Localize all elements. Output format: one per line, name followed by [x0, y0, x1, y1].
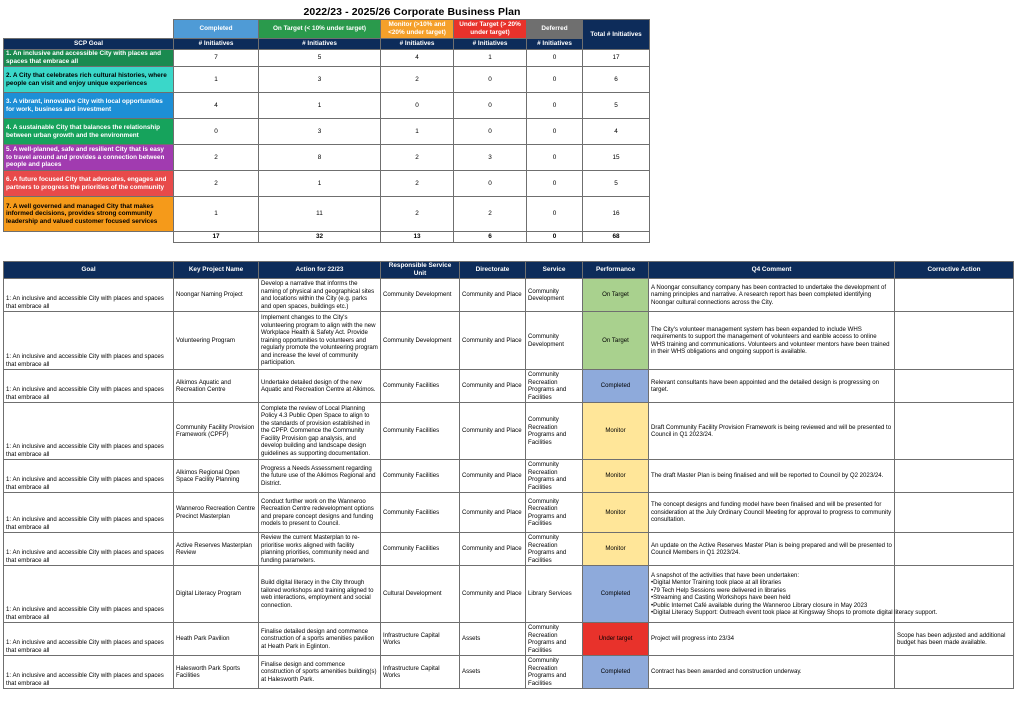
- corrective-cell: [895, 493, 1014, 533]
- unit-cell: Community Facilities: [381, 493, 460, 533]
- action-cell: Build digital literacy in the City through tailored workshops and training aligned to web interactions, employment and social connection.: [259, 566, 381, 623]
- service-cell: Community Recreation Programs and Facilities: [526, 656, 583, 689]
- service-cell: Community Development: [526, 312, 583, 370]
- goal-cell: 1: An inclusive and accessible City with places and spaces that embrace all: [4, 370, 174, 403]
- q4-comment-cell: [649, 566, 938, 623]
- sub-header-row: [4, 39, 650, 50]
- count-cell: 17: [583, 50, 650, 67]
- column-header: Q4 Comment: [649, 262, 895, 279]
- status-header: Completed: [174, 20, 259, 39]
- count-cell: 16: [583, 197, 650, 232]
- unit-cell: Community Facilities: [381, 370, 460, 403]
- scp-goal-cell: 5. A well-planned, safe and resilient City that is easy to travel around and provides a connection between people and places: [4, 145, 174, 171]
- action-cell: Finalise design and commence construction of sports amenities building(s) at Halesworth Park.: [259, 656, 381, 689]
- corrective-cell: [895, 370, 1014, 403]
- unit-cell: Infrastructure Capital Works: [381, 623, 460, 656]
- goal-cell: 1: An inclusive and accessible City with places and spaces that embrace all: [4, 403, 174, 460]
- count-cell: 0: [527, 197, 583, 232]
- table-header-row: [4, 262, 1014, 279]
- directorate-cell: Community and Place: [460, 460, 526, 493]
- directorate-cell: Community and Place: [460, 312, 526, 370]
- goal-cell: 1: An inclusive and accessible City with places and spaces that embrace all: [4, 493, 174, 533]
- goal-header: SCP Goal: [4, 39, 174, 50]
- project-cell: Noongar Naming Project: [174, 279, 259, 312]
- total-cell: 0: [527, 232, 583, 243]
- project-cell: Community Facility Provision Framework (CPFP): [174, 403, 259, 460]
- scp-goal-cell: 3. A vibrant, innovative City with local opportunities for work, business and investment: [4, 93, 174, 119]
- initiatives-table: [3, 261, 1014, 689]
- directorate-cell: Community and Place: [460, 566, 526, 623]
- column-header: Key Project Name: [174, 262, 259, 279]
- q4-comment-cell: [649, 623, 895, 656]
- count-cell: 4: [381, 50, 454, 67]
- scp-goal-cell: 6. A future focused City that advocates, engages and partners to progress the priorities of the community: [4, 171, 174, 197]
- count-cell: 2: [381, 197, 454, 232]
- performance-status: Monitor: [583, 460, 649, 493]
- count-cell: 6: [583, 67, 650, 93]
- unit-cell: Community Development: [381, 312, 460, 370]
- count-cell: 8: [259, 145, 381, 171]
- table-row: [4, 623, 1014, 656]
- count-cell: 0: [527, 119, 583, 145]
- service-cell: Community Recreation Programs and Facilities: [526, 370, 583, 403]
- directorate-cell: Community and Place: [460, 403, 526, 460]
- service-cell: Community Development: [526, 279, 583, 312]
- corrective-cell: [895, 312, 1014, 370]
- count-cell: 1: [174, 67, 259, 93]
- count-cell: 2: [174, 145, 259, 171]
- count-cell: 2: [381, 171, 454, 197]
- goal-cell: 1: An inclusive and accessible City with places and spaces that embrace all: [4, 566, 174, 623]
- count-cell: 0: [527, 50, 583, 67]
- q4-comment-cell: [649, 493, 895, 533]
- q4-comment-cell: [649, 403, 895, 460]
- q4-comment-cell: [649, 656, 895, 689]
- scp-goal-cell: 4. A sustainable City that balances the relationship between urban growth and the environment: [4, 119, 174, 145]
- table-row: [4, 460, 1014, 493]
- table-row: [4, 145, 650, 171]
- table-row: [4, 533, 1014, 566]
- status-header: Under Target (> 20% under target): [454, 20, 527, 39]
- unit-cell: Community Facilities: [381, 460, 460, 493]
- total-cell: 17: [174, 232, 259, 243]
- table-row: [4, 197, 650, 232]
- service-cell: Community Recreation Programs and Facilities: [526, 623, 583, 656]
- comment-line: Relevant consultants have been appointed and the detailed design is progressing on target.: [651, 378, 880, 393]
- initiatives-subheader: # Initiatives: [381, 39, 454, 50]
- count-cell: 0: [381, 93, 454, 119]
- corrective-cell: Scope has been adjusted and additional budget has been made available.: [895, 623, 1014, 656]
- table-row: [4, 566, 1014, 623]
- column-header: Service: [526, 262, 583, 279]
- comment-line: Project will progress into 23/34: [651, 635, 734, 643]
- unit-cell: Community Development: [381, 279, 460, 312]
- table-row: [4, 656, 1014, 689]
- q4-comment-cell: [649, 279, 895, 312]
- initiatives-subheader: # Initiatives: [454, 39, 527, 50]
- initiatives-subheader: # Initiatives: [527, 39, 583, 50]
- table-row: [4, 119, 650, 145]
- column-header: Goal: [4, 262, 174, 279]
- corrective-cell: [895, 656, 1014, 689]
- column-header: Corrective Action: [895, 262, 1014, 279]
- goal-cell: 1: An inclusive and accessible City with places and spaces that embrace all: [4, 623, 174, 656]
- project-cell: Heath Park Pavilion: [174, 623, 259, 656]
- performance-status: Completed: [583, 656, 649, 689]
- totals-spacer: [4, 232, 174, 243]
- count-cell: 11: [259, 197, 381, 232]
- performance-status: Monitor: [583, 403, 649, 460]
- count-cell: 5: [259, 50, 381, 67]
- project-cell: Alkimos Aquatic and Recreation Centre: [174, 370, 259, 403]
- count-cell: 3: [454, 145, 527, 171]
- totals-row: [4, 232, 650, 243]
- q4-comment-cell: [649, 460, 895, 493]
- table-row: [4, 403, 1014, 460]
- corrective-cell: [895, 533, 1014, 566]
- performance-status: Completed: [583, 370, 649, 403]
- comment-line: •79 Tech Help Sessions were delivered in libraries: [651, 586, 786, 594]
- comment-line: The draft Master Plan is being finalised and will be reported to Council by Q2 2023/24.: [651, 472, 884, 480]
- action-cell: Review the current Masterplan to re-prioritise works aligned with facility planning priorities, community need and funding parameters.: [259, 533, 381, 566]
- corrective-cell: [895, 279, 1014, 312]
- scp-goal-cell: 2. A City that celebrates rich cultural histories, where people can visit and enjoy unique experiences: [4, 67, 174, 93]
- table-row: [4, 279, 1014, 312]
- count-cell: 1: [174, 197, 259, 232]
- action-cell: Complete the review of Local Planning Policy 4.3 Public Open Space to align to the standards of provision established in the CPFP. Commence the Community Facility Provision gap analysis, and develop building and landscape design guidelines as supporting documentation.: [259, 403, 381, 460]
- action-cell: Conduct further work on the Wanneroo Recreation Centre redevelopment options and prepare concept designs and funding models to present to Council.: [259, 493, 381, 533]
- count-cell: 1: [381, 119, 454, 145]
- count-cell: 0: [454, 67, 527, 93]
- scp-goal-cell: 7. A well governed and managed City that makes informed decisions, provides strong community leadership and valued customer focused services: [4, 197, 174, 232]
- summary-table: [3, 19, 650, 243]
- performance-status: On Target: [583, 279, 649, 312]
- count-cell: 15: [583, 145, 650, 171]
- comment-line: Contract has been awarded and construction underway.: [651, 668, 802, 676]
- count-cell: 0: [174, 119, 259, 145]
- column-header: Directorate: [460, 262, 526, 279]
- count-cell: 1: [259, 171, 381, 197]
- q4-comment-cell: [649, 312, 895, 370]
- corrective-cell: [895, 460, 1014, 493]
- performance-status: On Target: [583, 312, 649, 370]
- directorate-cell: Community and Place: [460, 533, 526, 566]
- q4-comment-cell: [649, 370, 895, 403]
- performance-status: Monitor: [583, 533, 649, 566]
- table-row: [4, 93, 650, 119]
- comment-line: A snapshot of the activities that have been undertaken:: [651, 571, 800, 579]
- status-header-row: [4, 20, 650, 39]
- scp-goal-cell: 1. An inclusive and accessible City with places and spaces that embrace all: [4, 50, 174, 67]
- table-row: [4, 171, 650, 197]
- table-row: [4, 493, 1014, 533]
- action-cell: Finalise detailed design and commence construction of a sports amenities pavilion at Heath Park in Eglinton.: [259, 623, 381, 656]
- count-cell: 2: [381, 67, 454, 93]
- unit-cell: Community Facilities: [381, 403, 460, 460]
- unit-cell: Cultural Development: [381, 566, 460, 623]
- table-row: [4, 370, 1014, 403]
- count-cell: 3: [259, 67, 381, 93]
- count-cell: 2: [381, 145, 454, 171]
- action-cell: Progress a Needs Assessment regarding the future use of the Alkimos Regional and District.: [259, 460, 381, 493]
- comment-line: An update on the Active Reserves Master Plan is being prepared and will be presented to Council Members in Q1 2023/24.: [651, 541, 892, 556]
- service-cell: Library Services: [526, 566, 583, 623]
- comment-line: Draft Community Facility Provision Framework is being reviewed and will be presented to Council in Q1 2023/24.: [651, 423, 892, 438]
- count-cell: 7: [174, 50, 259, 67]
- comment-line: •Digital Mentor Training took place at all libraries: [651, 579, 782, 586]
- total-cell: 32: [259, 232, 381, 243]
- count-cell: 2: [454, 197, 527, 232]
- service-cell: Community Recreation Programs and Facilities: [526, 403, 583, 460]
- goal-cell: 1: An inclusive and accessible City with places and spaces that embrace all: [4, 312, 174, 370]
- goal-cell: 1: An inclusive and accessible City with places and spaces that embrace all: [4, 656, 174, 689]
- goal-cell: 1: An inclusive and accessible City with places and spaces that embrace all: [4, 279, 174, 312]
- unit-cell: Infrastructure Capital Works: [381, 656, 460, 689]
- column-header: Performance: [583, 262, 649, 279]
- table-row: [4, 312, 1014, 370]
- total-cell: 68: [583, 232, 650, 243]
- count-cell: 0: [527, 67, 583, 93]
- count-cell: 0: [527, 145, 583, 171]
- directorate-cell: Community and Place: [460, 493, 526, 533]
- comment-line: •Public Internet Café available during the Wanneroo Library closure in May 2023: [651, 601, 868, 609]
- comment-line: •Streaming and Casting Workshops have been held: [651, 594, 791, 601]
- initiatives-subheader: # Initiatives: [259, 39, 381, 50]
- count-cell: 5: [583, 93, 650, 119]
- directorate-cell: Community and Place: [460, 370, 526, 403]
- performance-status: Monitor: [583, 493, 649, 533]
- service-cell: Community Recreation Programs and Facilities: [526, 533, 583, 566]
- performance-status: Under target: [583, 623, 649, 656]
- action-cell: Implement changes to the City's volunteering program to align with the new Workplace Health & Safety Act. Provide training opportunities to volunteers and regularly promote the volunteering program and increase the level of community participation.: [259, 312, 381, 370]
- project-cell: Alkimos Regional Open Space Facility Planning: [174, 460, 259, 493]
- performance-status: Completed: [583, 566, 649, 623]
- comment-line: •Digital Literacy Support: Outreach event took place at Kingsway Shops to promote digital literacy support.: [651, 609, 938, 616]
- header-spacer: [4, 20, 174, 39]
- count-cell: 4: [583, 119, 650, 145]
- total-header: Total # Initiatives: [583, 20, 650, 50]
- project-cell: Halesworth Park Sports Facilities: [174, 656, 259, 689]
- count-cell: 1: [454, 50, 527, 67]
- count-cell: 0: [454, 93, 527, 119]
- service-cell: Community Recreation Programs and Facilities: [526, 460, 583, 493]
- comment-line: The City's volunteer management system has been expanded to include WHS requirements to support the management of volunteers and eanble access to online WHS training and communications. Volunteers and volunteer mentors have been trained in their WHS obligations and ongoing support is available.: [651, 325, 890, 355]
- count-cell: 3: [259, 119, 381, 145]
- total-cell: 6: [454, 232, 527, 243]
- count-cell: 2: [174, 171, 259, 197]
- action-cell: Undertake detailed design of the new Aquatic and Recreation Centre at Alkimos.: [259, 370, 381, 403]
- page-title: 2022/23 - 2025/26 Corporate Business Plan: [303, 6, 521, 18]
- goal-cell: 1: An inclusive and accessible City with places and spaces that embrace all: [4, 533, 174, 566]
- count-cell: 1: [259, 93, 381, 119]
- service-cell: Community Recreation Programs and Facilities: [526, 493, 583, 533]
- project-cell: Digital Literacy Program: [174, 566, 259, 623]
- action-cell: Develop a narrative that informs the naming of physical and geographical sites and locations within the City (e.g. parks and open spaces, buildings etc.): [259, 279, 381, 312]
- comment-line: A Noongar consultancy company has been contracted to undertake the development of naming principles and narrative. A research report has been completed identifying Noongar cultural connections across the City.: [651, 283, 887, 306]
- project-cell: Volunteering Program: [174, 312, 259, 370]
- column-header: Action for 22/23: [259, 262, 381, 279]
- q4-comment-cell: [649, 533, 895, 566]
- count-cell: 0: [527, 93, 583, 119]
- directorate-cell: Assets: [460, 623, 526, 656]
- total-cell: 13: [381, 232, 454, 243]
- count-cell: 5: [583, 171, 650, 197]
- unit-cell: Community Facilities: [381, 533, 460, 566]
- table-row: [4, 50, 650, 67]
- status-header: Monitor (>10% and <20% under target): [381, 20, 454, 39]
- count-cell: 4: [174, 93, 259, 119]
- goal-cell: 1: An inclusive and accessible City with places and spaces that embrace all: [4, 460, 174, 493]
- corrective-cell: [895, 403, 1014, 460]
- status-header: Deferred: [527, 20, 583, 39]
- initiatives-subheader: # Initiatives: [174, 39, 259, 50]
- count-cell: 0: [454, 119, 527, 145]
- table-row: [4, 67, 650, 93]
- project-cell: Active Reserves Masterplan Review: [174, 533, 259, 566]
- directorate-cell: Assets: [460, 656, 526, 689]
- project-cell: Wanneroo Recreation Centre Precinct Masterplan: [174, 493, 259, 533]
- comment-line: The concept designs and funding model have been finalised and will be presented for consideration at the July Ordinary Council Meeting for approval to progress to community consultation.: [651, 501, 892, 524]
- column-header: Responsible Service Unit: [381, 262, 460, 279]
- status-header: On Target (< 10% under target): [259, 20, 381, 39]
- count-cell: 0: [454, 171, 527, 197]
- directorate-cell: Community and Place: [460, 279, 526, 312]
- count-cell: 0: [527, 171, 583, 197]
